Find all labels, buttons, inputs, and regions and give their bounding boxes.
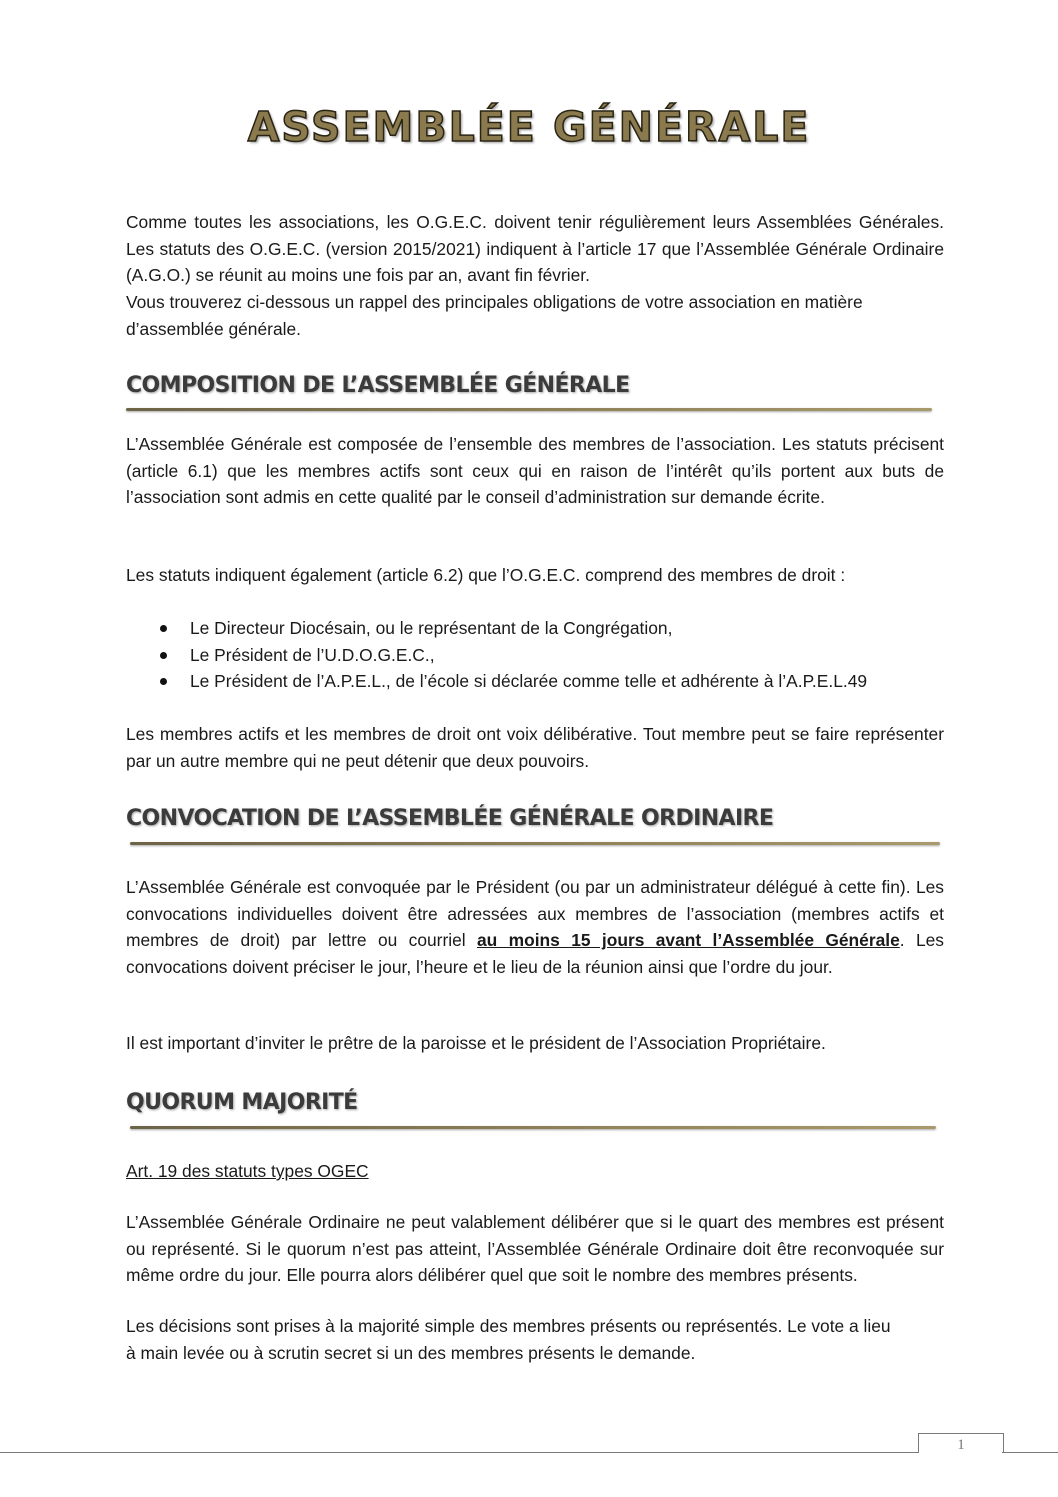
bullet-icon bbox=[160, 678, 167, 685]
convocation-paragraph-1: L’Assemblée Générale est convoquée par le Président (ou par un administrateur délégué à cette fin). Les convocations individuelles doivent être adressées aux membres de l’association (membres actifs et membres de droit) par lettre ou courriel au moins 15 jours avant l’Assemblée Générale. Les convocations doivent préciser le jour, l’heure et le lieu de la réunion ainsi que l’ordre du jour. bbox=[126, 877, 944, 977]
convocation-heading-rule bbox=[130, 842, 940, 845]
quorum-heading: QUORUM MAJORITÉ bbox=[126, 1090, 358, 1115]
list-item: Le Directeur Diocésain, ou le représentant de la Congrégation, bbox=[160, 615, 867, 642]
bullet-icon bbox=[160, 625, 167, 632]
statute-reference: Art. 19 des statuts types OGEC bbox=[126, 1161, 369, 1181]
convocation-heading: CONVOCATION DE L’ASSEMBLÉE GÉNÉRALE ORDINAIRE bbox=[126, 806, 774, 831]
composition-paragraph-2: Les statuts indiquent également (article 6.2) que l’O.G.E.C. comprend des membres de droit : bbox=[126, 565, 846, 585]
intro-paragraph: Comme toutes les associations, les O.G.E.C. doivent tenir régulièrement leurs Assemblées Générales. Les statuts des O.G.E.C. (version 2015/2021) indiquent à l’article 17 que l’Assemblée Générale Ordinaire (A.G.O.) se réunit au moins une fois par an, avant fin février. bbox=[126, 212, 944, 285]
page-number: 1 bbox=[957, 1437, 965, 1453]
intro-paragraph-2: Vous trouverez ci-dessous un rappel des principales obligations de votre association en matière d’assemblée générale. bbox=[126, 292, 863, 339]
deadline-emphasis: au moins 15 jours avant l’Assemblée Générale bbox=[477, 930, 900, 950]
quorum-paragraph-1: L’Assemblée Générale Ordinaire ne peut valablement délibérer que si le quart des membres est présent ou représenté. Si le quorum n’est pas atteint, l’Assemblée Générale Ordinaire doit être reconvoquée sur même ordre du jour. Elle pourra alors délibérer quel que soit le nombre des membres présents. bbox=[126, 1212, 944, 1285]
footer-rule-right bbox=[1002, 1452, 1058, 1453]
composition-paragraph-1: L’Assemblée Générale est composée de l’ensemble des membres de l’association. Les statuts précisent (article 6.1) que les membres actifs sont ceux qui en raison de l’intérêt qu’ils portent aux buts de l’association sont admis en cette qualité par le conseil d’administration sur demande écrite. bbox=[126, 434, 944, 507]
members-by-right-list bbox=[160, 615, 867, 695]
bullet-icon bbox=[160, 652, 167, 659]
composition-paragraph-3: Les membres actifs et les membres de droit ont voix délibérative. Tout membre peut se faire représenter par un autre membre qui ne peut détenir que deux pouvoirs. bbox=[126, 724, 944, 771]
page-title: ASSEMBLÉE GÉNÉRALE bbox=[247, 103, 811, 151]
list-item: Le Président de l’A.P.E.L., de l’école si déclarée comme telle et adhérente à l’A.P.E.L.49 bbox=[160, 668, 867, 695]
footer-rule bbox=[0, 1452, 918, 1453]
composition-heading-rule bbox=[126, 408, 932, 411]
quorum-heading-rule bbox=[130, 1126, 936, 1129]
composition-heading: COMPOSITION DE L’ASSEMBLÉE GÉNÉRALE bbox=[126, 373, 630, 398]
convocation-paragraph-2: Il est important d’inviter le prêtre de la paroisse et le président de l’Association Propriétaire. bbox=[126, 1033, 826, 1053]
quorum-paragraph-2: Les décisions sont prises à la majorité simple des membres présents ou représentés. Le vote a lieu à main levée ou à scrutin secret si un des membres présents le demande. bbox=[126, 1316, 891, 1363]
list-item: Le Président de l’U.D.O.G.E.C., bbox=[160, 642, 867, 669]
